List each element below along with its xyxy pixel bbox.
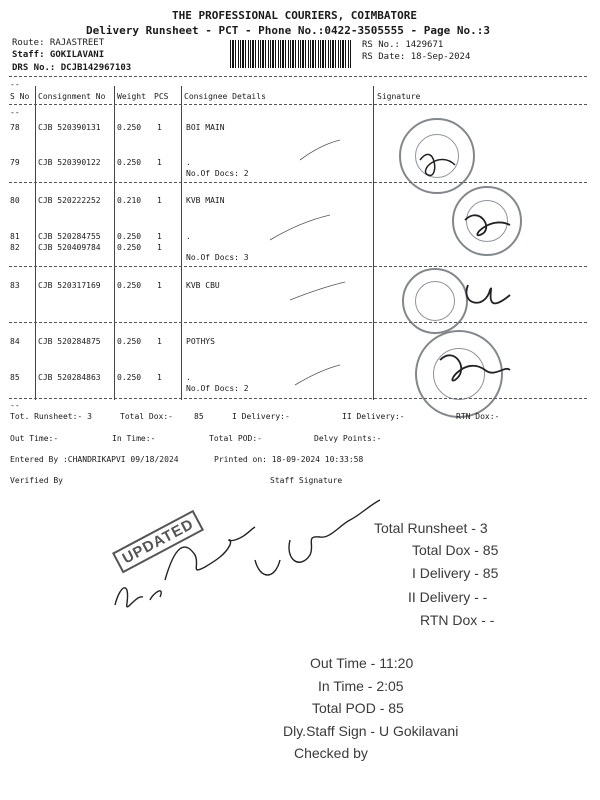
entered-by: Entered By :CHANDRIKAPVI 09/18/2024 — [10, 455, 179, 464]
total-pod-label: Total POD:- — [209, 434, 262, 443]
hw-i-delivery: I Delivery - 85 — [412, 565, 499, 581]
runsheet-subtitle: Delivery Runsheet - PCT - Phone No.:0422-3505555 - Page No.:3 — [86, 24, 490, 37]
col-weight: Weight — [117, 92, 146, 101]
row-pcs: 1 — [157, 281, 162, 290]
ii-delivery-label: II Delivery:- — [342, 412, 405, 421]
col-signature: Signature — [377, 92, 421, 101]
hw-staff-sign: Dly.Staff Sign - U Gokilavani — [283, 723, 459, 739]
docs-note: No.Of Docs: 3 — [186, 253, 249, 262]
hw-in-time: In Time - 2:05 — [318, 678, 404, 694]
row-sno: 81 — [10, 232, 20, 241]
row-sno: 78 — [10, 123, 20, 132]
hw-checked-by: Checked by — [294, 745, 368, 761]
row-details: BOI MAIN — [186, 123, 225, 132]
pen-strokes — [180, 110, 380, 400]
row-consignment: CJB 520409784 — [38, 243, 101, 252]
col-consignee: Consignee Details — [184, 92, 266, 101]
row-weight: 0.250 — [117, 123, 142, 132]
hw-total-runsheet: Total Runsheet - 3 — [374, 520, 488, 536]
row-pcs: 1 — [157, 196, 162, 205]
row-details: KVB MAIN — [186, 196, 225, 205]
row-sno: 80 — [10, 196, 20, 205]
out-time-label: Out Time:- — [10, 434, 59, 443]
row-details: KVB CBU — [186, 281, 220, 290]
company-title: THE PROFESSIONAL COURIERS, COIMBATORE — [172, 9, 418, 22]
row-sno: 84 — [10, 337, 20, 346]
col-consignment: Consignment No — [38, 92, 106, 101]
staff-signature-label: Staff Signature — [270, 476, 343, 485]
rs-number: RS No.: 1429671 — [362, 40, 444, 50]
rtn-dox-label: RTN Dox:- — [456, 412, 500, 421]
docs-note: No.Of Docs: 2 — [186, 384, 249, 393]
row-details: . — [186, 373, 191, 382]
route-label: Route: RAJASTREET — [12, 38, 105, 48]
docs-note: No.Of Docs: 2 — [186, 169, 249, 178]
row-pcs: 1 — [157, 123, 162, 132]
row-weight: 0.250 — [117, 243, 142, 252]
col-pcs: PCS — [154, 92, 169, 101]
row-consignment: CJB 520317169 — [38, 281, 101, 290]
tot-runsheet: Tot. Runsheet:- 3 — [10, 412, 92, 421]
signature-icon — [400, 120, 530, 410]
row-weight: 0.250 — [117, 232, 142, 241]
handwritten-signature-icon — [105, 485, 395, 625]
printed-on: Printed on: 18-09-2024 10:33:58 — [214, 455, 364, 464]
row-consignment: CJB 520284875 — [38, 337, 101, 346]
row-pcs: 1 — [157, 243, 162, 252]
in-time-label: In Time:- — [112, 434, 156, 443]
row-sno: 79 — [10, 158, 20, 167]
row-consignment: CJB 520284755 — [38, 232, 101, 241]
delvy-points-label: Delvy Points:- — [314, 434, 382, 443]
updated-stamp: UPDATED — [112, 510, 204, 574]
total-dox-value: 85 — [194, 412, 204, 421]
row-consignment: CJB 520390131 — [38, 123, 101, 132]
hw-total-dox: Total Dox - 85 — [412, 542, 499, 558]
row-weight: 0.250 — [117, 337, 142, 346]
row-weight: 0.210 — [117, 196, 142, 205]
staff-label: Staff: GOKILAVANI — [12, 50, 105, 60]
row-pcs: 1 — [157, 232, 162, 241]
hw-out-time: Out Time - 11:20 — [310, 655, 414, 671]
barcode-icon — [230, 40, 352, 68]
row-consignment: CJB 520222252 — [38, 196, 101, 205]
row-sno: 82 — [10, 243, 20, 252]
row-pcs: 1 — [157, 158, 162, 167]
row-pcs: 1 — [157, 337, 162, 346]
row-sno: 85 — [10, 373, 20, 382]
i-delivery-label: I Delivery:- — [232, 412, 290, 421]
hw-total-pod: Total POD - 85 — [312, 700, 404, 716]
row-weight: 0.250 — [117, 373, 142, 382]
drs-number: DRS No.: DCJB142967103 — [12, 63, 132, 73]
col-sno: S No — [10, 92, 30, 101]
row-consignment: CJB 520390122 — [38, 158, 101, 167]
row-weight: 0.250 — [117, 158, 142, 167]
verified-by-label: Verified By — [10, 476, 63, 485]
total-dox-label: Total Dox:- — [120, 412, 173, 421]
row-sno: 83 — [10, 281, 20, 290]
row-consignment: CJB 520284863 — [38, 373, 101, 382]
row-pcs: 1 — [157, 373, 162, 382]
rs-date: RS Date: 18-Sep-2024 — [362, 52, 471, 62]
row-details: . — [186, 232, 191, 241]
hw-ii-delivery: II Delivery - - — [408, 589, 488, 605]
hw-rtn-dox: RTN Dox - - — [420, 612, 495, 628]
row-weight: 0.250 — [117, 281, 142, 290]
row-details: POTHYS — [186, 337, 215, 346]
row-details: . — [186, 158, 191, 167]
